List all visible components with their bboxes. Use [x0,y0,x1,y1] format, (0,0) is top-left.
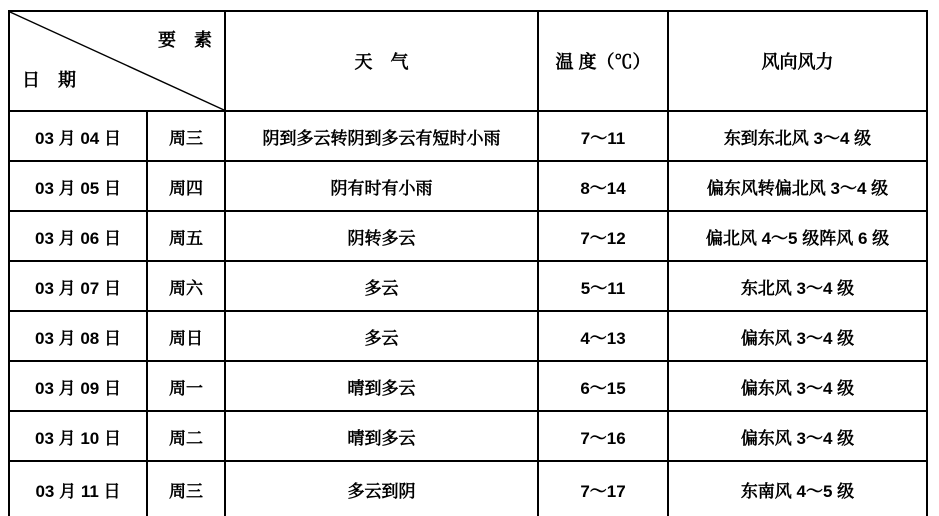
wind-cell: 东北风 3～4 级 [668,261,927,311]
wind-cell: 偏北风 4～5 级阵风 6 级 [668,211,927,261]
wind-cell: 东到东北风 3～4 级 [668,111,927,161]
date-cell: 03 月 10 日 [9,411,147,461]
weather-cell: 晴到多云 [225,361,538,411]
temperature-cell: 7～17 [538,461,668,516]
header-weather: 天 气 [225,11,538,111]
table-row [9,311,927,361]
wind-cell: 偏东风 3～4 级 [668,411,927,461]
date-cell: 03 月 11 日 [9,461,147,516]
header-temperature: 温 度（℃） [538,11,668,111]
weekday-cell: 周四 [147,161,225,211]
table-row [9,261,927,311]
corner-element-label: 要 素 [158,30,212,50]
date-cell: 03 月 09 日 [9,361,147,411]
table-row [9,411,927,461]
date-cell: 03 月 06 日 [9,211,147,261]
wind-cell: 偏东风转偏北风 3～4 级 [668,161,927,211]
weather-cell: 晴到多云 [225,411,538,461]
corner-header-cell [9,11,225,111]
temperature-cell: 7～12 [538,211,668,261]
weather-cell: 多云 [225,311,538,361]
table-row [9,161,927,211]
date-cell: 03 月 08 日 [9,311,147,361]
temperature-cell: 7～11 [538,111,668,161]
header-wind: 风向风力 [668,11,927,111]
weekday-cell: 周六 [147,261,225,311]
date-cell: 03 月 07 日 [9,261,147,311]
header-row [9,11,927,111]
temperature-cell: 6～15 [538,361,668,411]
weekday-cell: 周日 [147,311,225,361]
wind-cell: 偏东风 3～4 级 [668,361,927,411]
weather-cell: 阴有时有小雨 [225,161,538,211]
weather-cell: 多云 [225,261,538,311]
temperature-cell: 5～11 [538,261,668,311]
weather-cell: 阴到多云转阴到多云有短时小雨 [225,111,538,161]
temperature-cell: 7～16 [538,411,668,461]
date-cell: 03 月 05 日 [9,161,147,211]
table-row [9,211,927,261]
table-row [9,361,927,411]
table-row [9,461,927,516]
weekday-cell: 周三 [147,111,225,161]
weekday-cell: 周五 [147,211,225,261]
wind-cell: 东南风 4～5 级 [668,461,927,516]
weather-forecast-table [8,10,928,516]
weather-cell: 阴转多云 [225,211,538,261]
weekday-cell: 周一 [147,361,225,411]
temperature-cell: 8～14 [538,161,668,211]
table-row [9,111,927,161]
corner-date-label: 日 期 [22,70,76,90]
weekday-cell: 周三 [147,461,225,516]
wind-cell: 偏东风 3～4 级 [668,311,927,361]
weather-cell: 多云到阴 [225,461,538,516]
weekday-cell: 周二 [147,411,225,461]
temperature-cell: 4～13 [538,311,668,361]
date-cell: 03 月 04 日 [9,111,147,161]
